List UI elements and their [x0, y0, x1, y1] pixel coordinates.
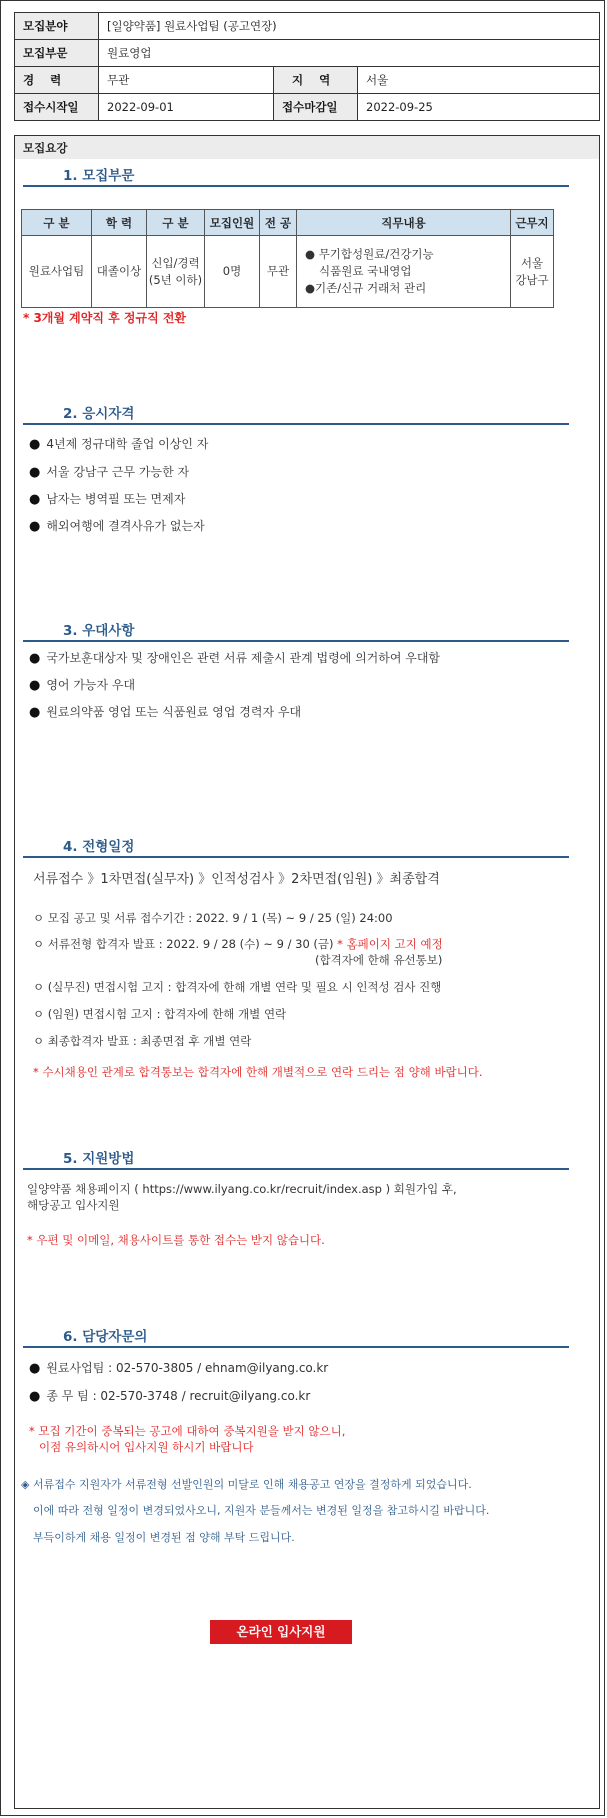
- extension-notice-2: 이에 따라 전형 일정이 변경되었사오니, 지원자 분들께서는 변경된 일정을 참고하시길 바랍니다.: [33, 1504, 490, 1517]
- career-label: 경 력: [15, 67, 99, 94]
- bullet-icon: ●: [29, 492, 41, 507]
- schedule-item-4: ㅇ (임원) 면접시험 고지 : 합격자에 한해 개별 연락: [33, 1007, 287, 1021]
- dept-label: 모집부문: [15, 40, 99, 67]
- preference-text: 국가보훈대상자 및 장애인은 관련 서류 제출시 관계 법령에 의거하여 우대함: [46, 651, 441, 665]
- job-header-location: 근무지: [511, 210, 554, 236]
- job-location: [511, 236, 554, 308]
- dept-value: 원료영업: [99, 40, 600, 67]
- schedule-item-2-sub: (합격자에 한해 유선통보): [315, 953, 443, 967]
- section-3-header: [23, 618, 569, 642]
- section-2-header: [23, 401, 569, 425]
- job-header-duty: 직무내용: [297, 210, 511, 236]
- content-area: [14, 159, 600, 1809]
- bullet-icon: ●: [29, 465, 41, 480]
- online-apply-button[interactable]: 온라인 입사지원: [210, 1620, 352, 1644]
- job-duty-line2: 식품원료 국내영업: [319, 264, 412, 278]
- section-4-title: 4. 전형일정: [63, 839, 135, 855]
- bullet-icon: ●: [29, 1361, 41, 1376]
- start-value: 2022-09-01: [99, 94, 274, 121]
- start-label: 접수시작일: [15, 94, 99, 121]
- job-duty: [297, 236, 511, 308]
- schedule-item-2-text: ㅇ 서류전형 합격자 발표 : 2022. 9 / 28 (수) ~ 9 / 30 (금): [33, 937, 334, 951]
- contact-text: 원료사업팀 : 02-570-3805 / ehnam@ilyang.co.kr: [46, 1361, 329, 1375]
- section-1-title: 1. 모집부문: [63, 168, 135, 184]
- summary-label: 모집요강: [14, 135, 600, 159]
- job-type-line2: (5년 이하): [148, 272, 203, 287]
- contact-note-1: * 모집 기간이 중복되는 공고에 대하여 중복지원을 받지 않으니,: [29, 1424, 346, 1438]
- job-division: 원료사업팀: [22, 236, 92, 308]
- region-value: 서울: [358, 67, 600, 94]
- qualification-text: 서울 강남구 근무 가능한 자: [46, 465, 190, 479]
- homepage-notice: * 홈페이지 고지 예정: [337, 937, 443, 951]
- preference-item: [29, 676, 135, 693]
- field-value: [일양약품] 원료사업팀 (공고연장): [99, 13, 600, 40]
- qualification-text: 4년제 정규대학 졸업 이상인 자: [46, 437, 209, 451]
- extension-notice-3: 부득이하게 채용 일정이 변경된 점 양해 부탁 드립니다.: [33, 1531, 295, 1544]
- section-3-title: 3. 우대사항: [63, 623, 135, 639]
- job-header-headcount: 모집인원: [205, 210, 260, 236]
- qualification-item: [29, 517, 205, 534]
- preference-item: [29, 703, 301, 720]
- qualification-item: [29, 463, 189, 480]
- qualification-text: 해외여행에 결격사유가 없는자: [46, 519, 205, 533]
- job-header-division: 구 분: [22, 210, 92, 236]
- job-education: 대졸이상: [92, 236, 147, 308]
- section-5-header: [23, 1146, 569, 1170]
- bullet-icon: ●: [29, 519, 41, 534]
- section-6-title: 6. 담당자문의: [63, 1329, 148, 1345]
- extension-notice-1: ◈ 서류접수 지원자가 서류전형 선발인원의 미달로 인해 채용공고 연장을 결정하게 되었습니다.: [21, 1478, 472, 1491]
- bullet-icon: ●: [29, 651, 41, 666]
- bullet-icon: ●: [29, 705, 41, 720]
- section-2-title: 2. 응시자격: [63, 406, 135, 422]
- bullet-icon: ●: [29, 437, 41, 452]
- qualification-item: [29, 490, 185, 507]
- contact-note-2: 이점 유의하시어 입사지원 하시기 바랍니다: [39, 1440, 254, 1454]
- job-type-line1: 신입/경력: [151, 255, 200, 270]
- apply-line-2: 해당공고 입사지원: [27, 1198, 120, 1212]
- contact-text: 종 무 팀 : 02-570-3748 / recruit@ilyang.co.kr: [46, 1389, 311, 1403]
- contact-item: [29, 1387, 310, 1404]
- career-value: 무관: [99, 67, 274, 94]
- qualification-text: 남자는 병역필 또는 면제자: [46, 492, 186, 506]
- job-duty-line3: ●기존/신규 거래처 관리: [305, 281, 427, 295]
- qualification-item: [29, 435, 208, 452]
- job-headcount: 0명: [205, 236, 260, 308]
- apply-note: * 우편 및 이메일, 채용사이트를 통한 접수는 받지 않습니다.: [27, 1233, 325, 1247]
- field-label: 모집분야: [15, 13, 99, 40]
- job-header-type: 구 분: [147, 210, 205, 236]
- section-1-header: [23, 163, 569, 187]
- preference-text: 영어 가능자 우대: [46, 678, 136, 692]
- job-type: [147, 236, 205, 308]
- preference-text: 원료의약품 영업 또는 식품원료 영업 경력자 우대: [46, 705, 302, 719]
- preference-item: [29, 649, 440, 666]
- region-label: 지 역: [274, 67, 358, 94]
- section-4-header: [23, 834, 569, 858]
- end-label: 접수마감일: [274, 94, 358, 121]
- job-header-education: 학 력: [92, 210, 147, 236]
- job-location-line1: 서울: [520, 255, 544, 270]
- section-6-header: [23, 1324, 569, 1348]
- section-5-title: 5. 지원방법: [63, 1151, 135, 1167]
- process-steps: 서류접수 》1차면접(실무자) 》인적성검사 》2차면접(임원) 》최종합격: [33, 872, 440, 887]
- end-value: 2022-09-25: [358, 94, 600, 121]
- schedule-item-3: ㅇ (실무진) 면접시험 고지 : 합격자에 한해 개별 연락 및 필요 시 인적성 검사 진행: [33, 980, 442, 994]
- contact-item: [29, 1359, 328, 1376]
- job-duty-line1: ● 무기합성원료/건강기능: [305, 247, 434, 261]
- schedule-item-1: ㅇ 모집 공고 및 서류 접수기간 : 2022. 9 / 1 (목) ~ 9 / 25 (일) 24:00: [33, 911, 393, 925]
- schedule-item-2: [33, 936, 443, 952]
- apply-line-1: 일양약품 채용페이지 ( https://www.ilyang.co.kr/recruit/index.asp ) 회원가입 후,: [27, 1182, 457, 1196]
- bullet-icon: ●: [29, 1389, 41, 1404]
- info-table: [14, 12, 600, 121]
- job-major: 무관: [260, 236, 297, 308]
- process-note: * 수시채용인 관계로 합격통보는 합격자에 한해 개별적으로 연락 드리는 점 양해 바랍니다.: [33, 1065, 483, 1079]
- job-header-major: 전 공: [260, 210, 297, 236]
- job-location-line2: 강남구: [515, 272, 549, 287]
- contract-note: * 3개월 계약직 후 정규직 전환: [23, 311, 187, 325]
- bullet-icon: ●: [29, 678, 41, 693]
- schedule-item-5: ㅇ 최종합격자 발표 : 최종면접 후 개별 연락: [33, 1034, 252, 1048]
- job-table: [21, 209, 554, 308]
